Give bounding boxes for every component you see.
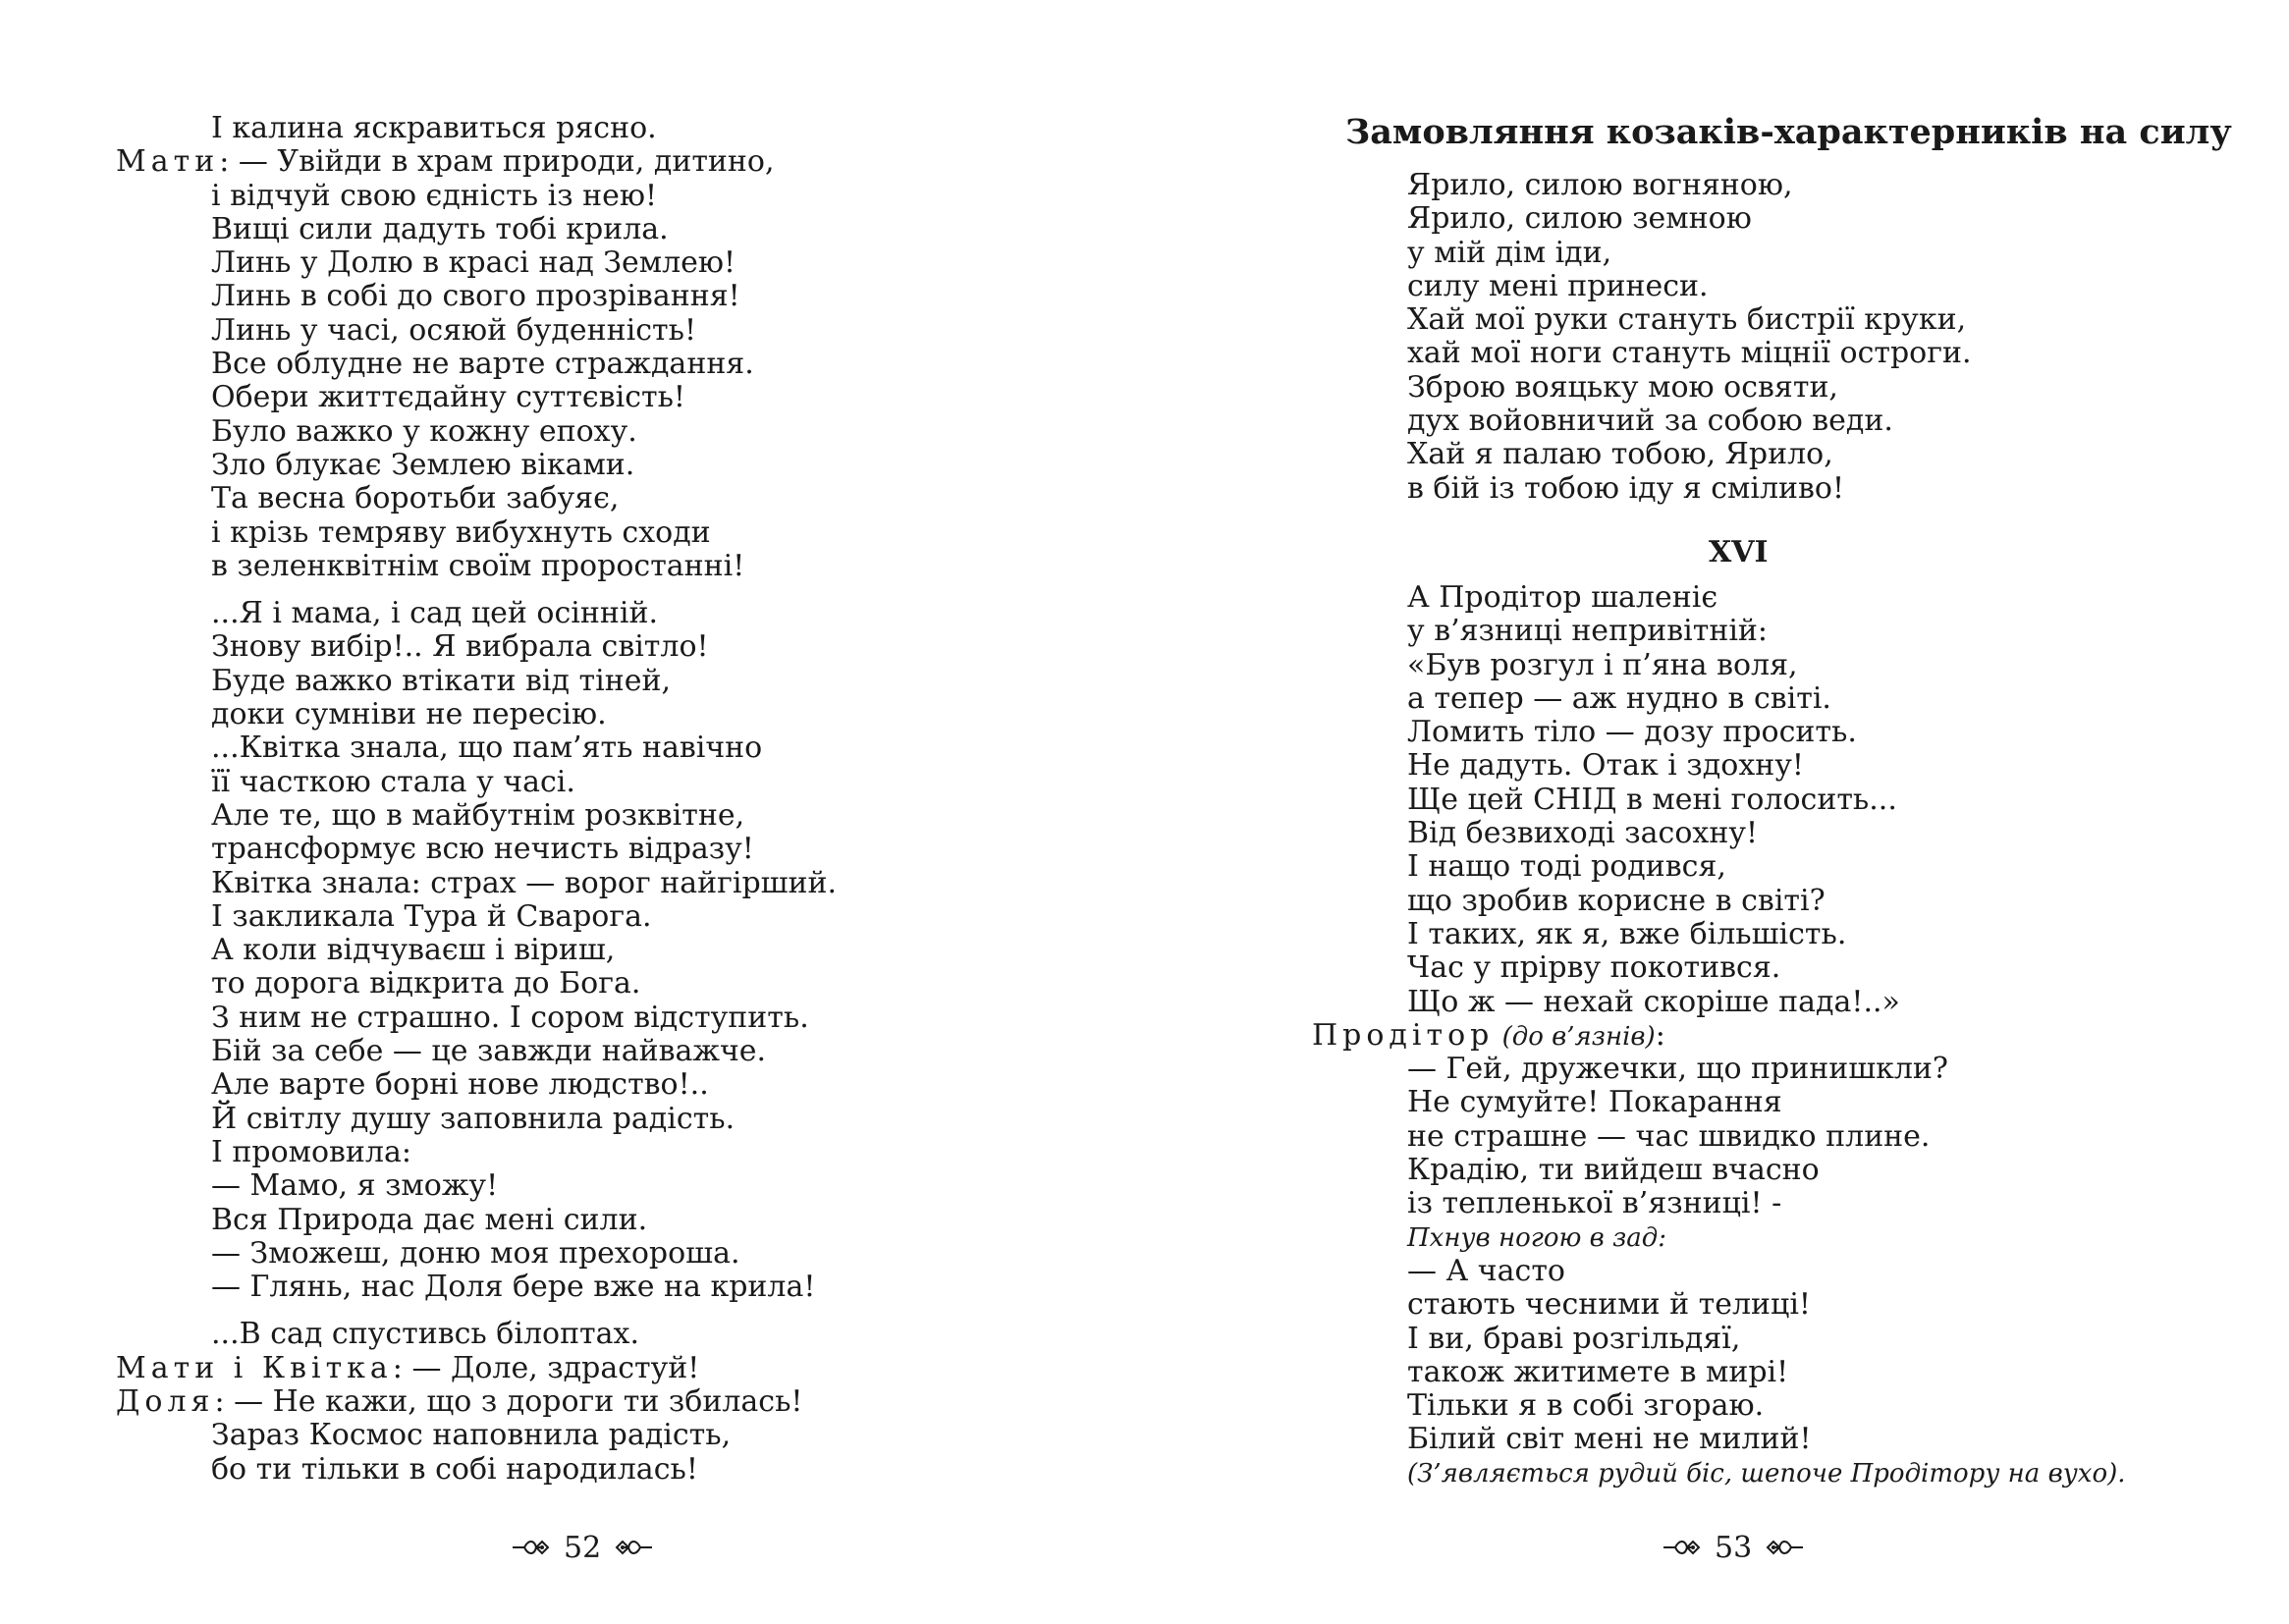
- verse-line: Ломить тіло — дозу просить.: [1407, 715, 1857, 750]
- verse-line: ...В сад спустивсь білоптах.: [211, 1317, 639, 1352]
- stage-direction: (до в’язнів): [1494, 1021, 1656, 1052]
- stanza-break: [116, 583, 837, 597]
- verse-line: І закликала Тура й Сварога.: [211, 898, 652, 934]
- incantation-line: у мій дім іди,: [1407, 235, 1612, 270]
- speaker-name: Доля: [116, 1383, 215, 1419]
- verse-line: Вся Природа дає мені сили.: [211, 1202, 648, 1237]
- verse-line: (З’являється рудий біс, шепоче Продітору на вухо).: [1407, 1458, 2126, 1489]
- verse-line: Білий світ мені не милий!: [1407, 1422, 1812, 1457]
- verse-line: і крізь темряву вибухнуть сходи: [211, 514, 711, 550]
- verse-line: в зеленквітнім своїм проростанні!: [211, 548, 745, 583]
- right-page-text: [1312, 581, 2126, 1490]
- verse-line: бо ти тільки в собі народилась!: [211, 1451, 698, 1487]
- verse-line: Та весна боротьби забуяє,: [211, 481, 620, 516]
- verse-line: Линь в собі до свого прозрівання!: [211, 279, 740, 314]
- verse-line: І нащо тоді родився,: [1407, 849, 1726, 885]
- verse-line: то дорога відкрита до Бога.: [211, 966, 641, 1001]
- right-page-number: 53: [1715, 1530, 1753, 1565]
- speaker-text: : — Не кажи, що з дороги ти збилась!: [214, 1383, 803, 1419]
- verse-line: також житимете в мирі!: [1407, 1354, 1789, 1389]
- verse-line: Тільки я в собі згораю.: [1407, 1388, 1765, 1424]
- verse-line: І калина яскравиться рясно.: [211, 111, 657, 145]
- verse-line: — Глянь, нас Доля бере вже на крила!: [211, 1270, 816, 1305]
- speaker-line: [116, 1385, 837, 1419]
- verse-line: — Мамо, я зможу!: [211, 1168, 499, 1204]
- verse-line: трансформує всю нечисть відразу!: [211, 832, 754, 867]
- verse-line: Ще цей СНІД в мені голосить...: [1407, 782, 1897, 817]
- incantation-line: Хай мої руки стануть бистрії круки,: [1407, 302, 1967, 338]
- poem-title: Замовляння козаків-характерників на силу: [1345, 112, 2232, 152]
- left-page: [0, 0, 1144, 1624]
- verse-line: і відчуй свою єдність із нею!: [211, 178, 658, 213]
- ornament-left-icon: [1662, 1536, 1703, 1559]
- verse-line: ...Квітка знала, що пам’ять навічно: [211, 731, 763, 766]
- left-page-folio: [511, 1528, 654, 1567]
- incantation-line: силу мені принеси.: [1407, 268, 1709, 303]
- right-page-folio: [1662, 1528, 1805, 1567]
- verse-line: — Зможеш, доню моя прехороша.: [211, 1235, 740, 1271]
- section-heading: XVI: [1709, 535, 1769, 569]
- verse-line: Пхнув ногою в зад:: [1407, 1222, 1666, 1253]
- verse-line: Що ж — нехай скоріше пада!..»: [1407, 984, 1900, 1019]
- ornament-left-icon: [511, 1536, 552, 1559]
- left-page-text: [116, 112, 837, 1487]
- speaker-line: [116, 1352, 837, 1385]
- verse-line: І таких, як я, вже більшість.: [1407, 916, 1847, 951]
- verse-line: Але те, що в майбутнім розквітне,: [211, 797, 745, 833]
- verse-line: Не дадуть. Отак і здохну!: [1407, 748, 1804, 784]
- verse-line: із тепленької в’язниці! -: [1407, 1186, 1782, 1221]
- verse-line: Й світлу душу заповнила радість.: [211, 1101, 736, 1136]
- verse-line: Знову вибір!.. Я вибрала світло!: [211, 629, 709, 665]
- verse-line: Час у прірву покотився.: [1407, 950, 1781, 986]
- verse-line: Зараз Космос наповнила радість,: [211, 1418, 732, 1453]
- speaker-text: : — Доле, здрастуй!: [392, 1350, 700, 1385]
- verse-line: Бій за себе — це завжди найважче.: [211, 1034, 767, 1069]
- verse-line: Але варте борні нове людство!..: [211, 1067, 709, 1103]
- left-page-number: 52: [564, 1530, 602, 1565]
- verse-line: Все облудне не варте страждання.: [211, 347, 754, 382]
- incantation-text: [1407, 169, 1971, 506]
- verse-line: її часткою стала у часі.: [211, 764, 575, 799]
- verse-line: Було важко у кожну епоху.: [211, 413, 637, 449]
- verse-line: у в’язниці непривітній:: [1407, 614, 1769, 649]
- verse-line: «Був розгул і п’яна воля,: [1407, 647, 1798, 682]
- speaker-text: : — Увійди в храм природи, дитино,: [219, 144, 775, 180]
- verse-line: Зло блукає Землею віками.: [211, 447, 635, 482]
- verse-line: — Гей, дружечки, що принишкли?: [1407, 1052, 1949, 1087]
- verse-line: Не сумуйте! Покарання: [1407, 1085, 1782, 1120]
- incantation-line: дух войовничий за собою веди.: [1407, 404, 1893, 439]
- incantation-line: Зброю вояцьку мою освяти,: [1407, 369, 1838, 405]
- verse-line: стають чесними й телиці!: [1407, 1287, 1811, 1323]
- incantation-line: Ярило, силою вогняною,: [1407, 168, 1793, 202]
- speaker-line: [116, 145, 837, 179]
- verse-line: доки сумніви не пересію.: [211, 697, 607, 732]
- verse-line: А Продітор шаленіє: [1407, 580, 1718, 615]
- incantation-line: в бій із тобою іду я сміливо!: [1407, 470, 1845, 506]
- verse-line: ...Я і мама, і сад цей осінній.: [211, 596, 658, 631]
- verse-line: а тепер — аж нудно в світі.: [1407, 680, 1831, 716]
- incantation-line: Хай я палаю тобою, Ярило,: [1407, 437, 1833, 472]
- speaker-line: [1312, 1019, 2126, 1053]
- verse-line: Квітка знала: страх — ворог найгірший.: [211, 865, 838, 900]
- verse-line: Вищі сили дадуть тобі крила.: [211, 211, 669, 246]
- verse-line: А коли відчуваєш і віриш,: [211, 933, 616, 968]
- speaker-name: Продітор: [1312, 1017, 1495, 1053]
- verse-line: що зробив корисне в світі?: [1407, 883, 1826, 918]
- verse-line: Линь у часі, осяюй буденність!: [211, 312, 697, 348]
- verse-line: Від безвиході засохну!: [1407, 816, 1759, 851]
- verse-line: Линь у Долю в красі над Землею!: [211, 245, 736, 281]
- speaker-text: :: [1655, 1017, 1665, 1053]
- ornament-right-icon: [613, 1536, 654, 1559]
- verse-line: — А часто: [1407, 1253, 1565, 1288]
- verse-line: Обери життєдайну суттєвість!: [211, 380, 685, 415]
- ornament-right-icon: [1764, 1536, 1805, 1559]
- verse-line: Буде важко втікати від тіней,: [211, 663, 671, 698]
- verse-line: І промовила:: [211, 1134, 411, 1169]
- verse-line: З ним не страшно. І сором відступить.: [211, 1000, 809, 1035]
- incantation-line: Ярило, силою земною: [1407, 201, 1752, 237]
- verse-line: І ви, браві розгільдяї,: [1407, 1321, 1741, 1356]
- verse-line: Крадію, ти вийдеш вчасно: [1407, 1153, 1820, 1188]
- incantation-line: хай мої ноги стануть міцнії остроги.: [1407, 336, 1972, 371]
- speaker-name: Мати і Квітка: [116, 1350, 393, 1385]
- speaker-name: Мати: [116, 144, 220, 180]
- stanza-break: [116, 1304, 837, 1318]
- verse-line: не страшне — час швидко плине.: [1407, 1118, 1931, 1154]
